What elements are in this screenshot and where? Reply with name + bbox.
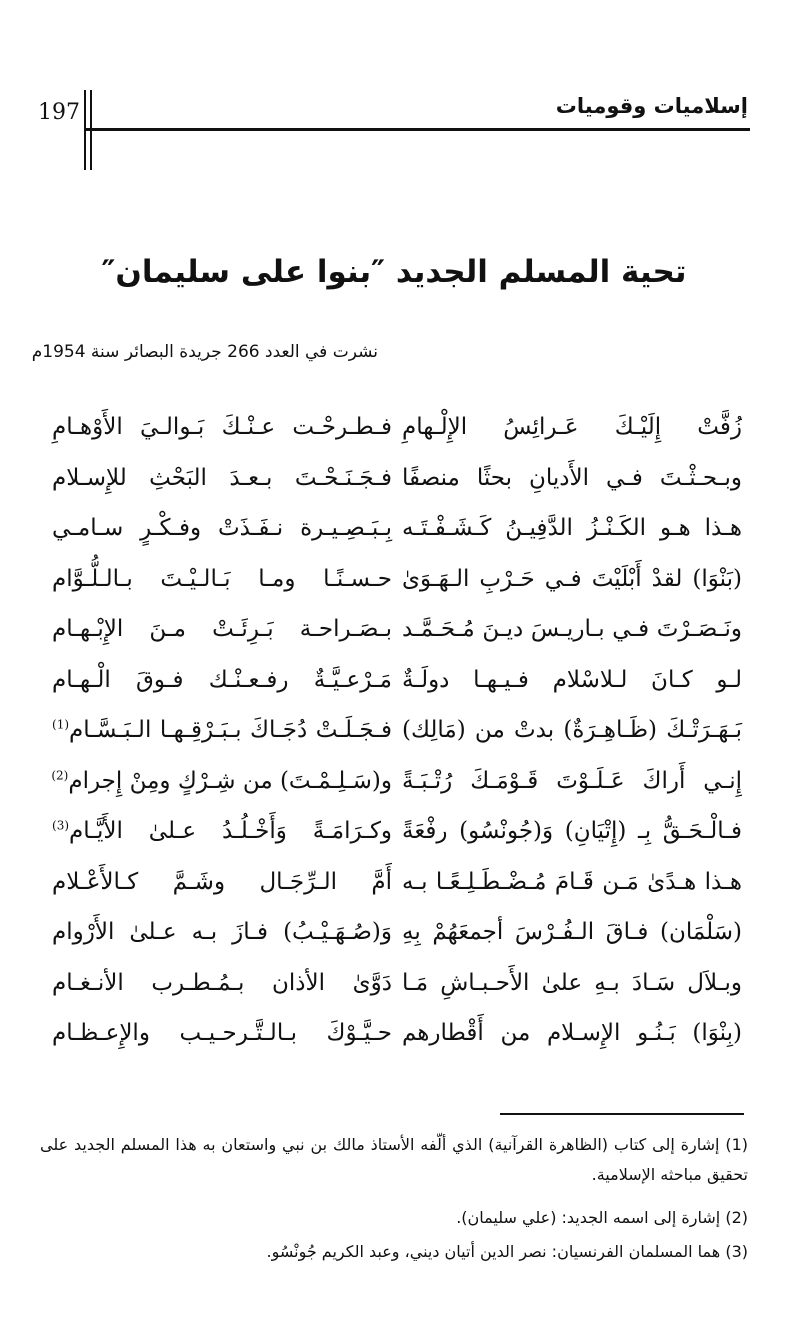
verse-second-hemistich bbox=[52, 768, 392, 794]
header-rule bbox=[86, 128, 750, 131]
verse-first-hemistich: لـو كـانَ لـلاسْلام فـيـهـا دولَـةٌ bbox=[402, 666, 742, 693]
footnote-2: (2) إشارة إلى اسمه الجديد: (علي سليمان). bbox=[456, 1208, 748, 1227]
verse-first-hemistich: هـذا هـدًىٰ مَـن قَـامَ مُـضْـطَـلِـعًـا بـه bbox=[402, 868, 742, 895]
verse-first-hemistich: (بَنْوَا) لقدْ أَبْلَيْتَ فـي حَـرْبِ الـهَـوَىٰ bbox=[402, 565, 742, 592]
verse-second-hemistich-text: أَمَّ الـرِّجَـال وشَـمَّ كـالأَعْـلام bbox=[52, 868, 392, 895]
verse-second-hemistich bbox=[52, 414, 392, 440]
verse-first-hemistich: ونَـصَـرْتَ فـي بـاريـسَ ديـنَ مُـحَـمَّـد bbox=[402, 616, 742, 643]
verse-second-hemistich-text: بـصَـراحـة بَـرِئَـتْ مـنَ الإِبْـهـام bbox=[52, 616, 392, 643]
verse-second-hemistich bbox=[52, 717, 392, 743]
verse-second-hemistich-text: فـجَـنَـحْـتَ بـعـدَ البَحْثِ للإِسـلام bbox=[52, 464, 392, 491]
verse-first-hemistich: (سَلْمَان) فـاقَ الـفُـرْسَ أجمعَهُمْ بِهِ bbox=[402, 919, 742, 946]
poem-verse bbox=[52, 503, 742, 554]
poem-verse bbox=[52, 756, 742, 807]
poem-verse bbox=[52, 907, 742, 958]
verse-first-hemistich: فـالْـحَـقُّ بِـ (إِتْيَانِ) وَ(جُونْسُو) رفْعَةً bbox=[402, 818, 742, 845]
poem-verse bbox=[52, 705, 742, 756]
verse-first-hemistich: (بِنْوَا) بَـنُـو الإِسـلام من أَقْطارهم bbox=[402, 1020, 742, 1047]
verse-first-hemistich: وبـلاَل سَـادَ بـهِ علىٰ الأَحـبـاشِ مَـا bbox=[402, 969, 742, 996]
verse-second-hemistich-text: بِـبَـصِـيـرة نـفَـذَتْ وفـكْـرٍ سـامـي bbox=[52, 515, 392, 542]
poem-verse bbox=[52, 604, 742, 655]
footnote-marker: (3) bbox=[52, 818, 70, 833]
poem-verse bbox=[52, 402, 742, 453]
poem-title: تحية المسلم الجديد ″بنوا على سليمان″ bbox=[101, 254, 687, 290]
poem-verse bbox=[52, 806, 742, 857]
verse-second-hemistich-text: وَ(صُـهَـيْـبُ) فـازَ بـه عـلىٰ الأَرْوام bbox=[52, 919, 392, 946]
verse-second-hemistich bbox=[52, 1020, 392, 1046]
verse-first-hemistich: بَـهَـرَتْـكَ (ظَـاهِـرَةٌ) بدتْ من (مَالِك) bbox=[402, 717, 742, 744]
page-number: 197 bbox=[38, 100, 80, 125]
verse-second-hemistich-text: وكـرَامَـةً وَأَخْـلُـدُ عـلىٰ الأَيَّـام bbox=[69, 818, 392, 845]
verse-second-hemistich bbox=[52, 566, 392, 592]
footnote-marker: (2) bbox=[51, 768, 69, 783]
verse-second-hemistich bbox=[52, 970, 392, 996]
running-head: إسلاميات وقوميات bbox=[555, 94, 748, 118]
poem bbox=[52, 402, 742, 1059]
verse-second-hemistich-text: دَوَّىٰ الأذان بـمُـطـرب الأنـغـام bbox=[52, 969, 392, 996]
poem-verse bbox=[52, 554, 742, 605]
poem-verse bbox=[52, 655, 742, 706]
footnote-rule bbox=[500, 1113, 744, 1115]
publication-note: نشرت في العدد 266 جريدة البصائر سنة 1954م bbox=[31, 342, 378, 362]
poem-verse bbox=[52, 1008, 742, 1059]
verse-second-hemistich-text: فـطـرحْـت عـنْـكَ بَـوالـيَ الأَوْهـامِ bbox=[52, 414, 392, 441]
verse-second-hemistich bbox=[52, 616, 392, 642]
verse-second-hemistich bbox=[52, 515, 392, 541]
verse-second-hemistich bbox=[52, 818, 392, 844]
verse-second-hemistich bbox=[52, 465, 392, 491]
verse-first-hemistich: وبـحـثْـتَ فـي الأَديانِ بحثًا منصفًا bbox=[402, 464, 742, 491]
footnote-marker: (1) bbox=[52, 717, 70, 732]
verse-second-hemistich-text: فـجَـلَـتْ دُجَـاكَ بـبَـرْقِـهـا الـبَـسَّـام bbox=[69, 717, 392, 744]
verse-first-hemistich: إِنـي أَراكَ عَـلَـوْتَ قَـوْمَـكَ رُتْـبَـةً bbox=[402, 767, 742, 794]
verse-second-hemistich bbox=[52, 919, 392, 945]
poem-verse bbox=[52, 453, 742, 504]
verse-first-hemistich: هـذا هـو الكَـنْـزُ الدَّفِيـنُ كَـشَـفْـتَـه bbox=[402, 515, 742, 542]
verse-second-hemistich-text: حـيَّـوْكَ بـالـتَّـرحـيـب والإِعـظـام bbox=[52, 1020, 392, 1047]
footnote-3: (3) هما المسلمان الفرنسيان: نصر الدين أتيان ديني، وعبد الكريم جُونْسُو. bbox=[266, 1242, 748, 1261]
verse-second-hemistich bbox=[52, 869, 392, 895]
verse-second-hemistich-text: مَـرْعـيَّـةٌ رفـعـنْـك فـوقَ الْـهـام bbox=[52, 666, 392, 693]
verse-second-hemistich bbox=[52, 667, 392, 693]
poem-verse bbox=[52, 857, 742, 908]
footnote-1: (1) إشارة إلى كتاب (الظاهرة القرآنية) الذي ألّفه الأستاذ مالك بن نبي واستعان به هذا المسلم الجديد على تحقيق مباحثه الإسلامية. bbox=[40, 1135, 748, 1184]
verse-second-hemistich-text: و(سَـلِـمْـتَ) من شِـرْكٍ ومِنْ إِجرام bbox=[68, 767, 392, 794]
verse-first-hemistich: زُفَّتْ إِلَيْـكَ عَـرائِسُ الإِلْـهامِ bbox=[402, 414, 742, 441]
verse-second-hemistich-text: حـسـنًـا ومـا بَـالـيْـتَ بـالـلُّـوَّام bbox=[52, 565, 392, 592]
poem-verse bbox=[52, 958, 742, 1009]
